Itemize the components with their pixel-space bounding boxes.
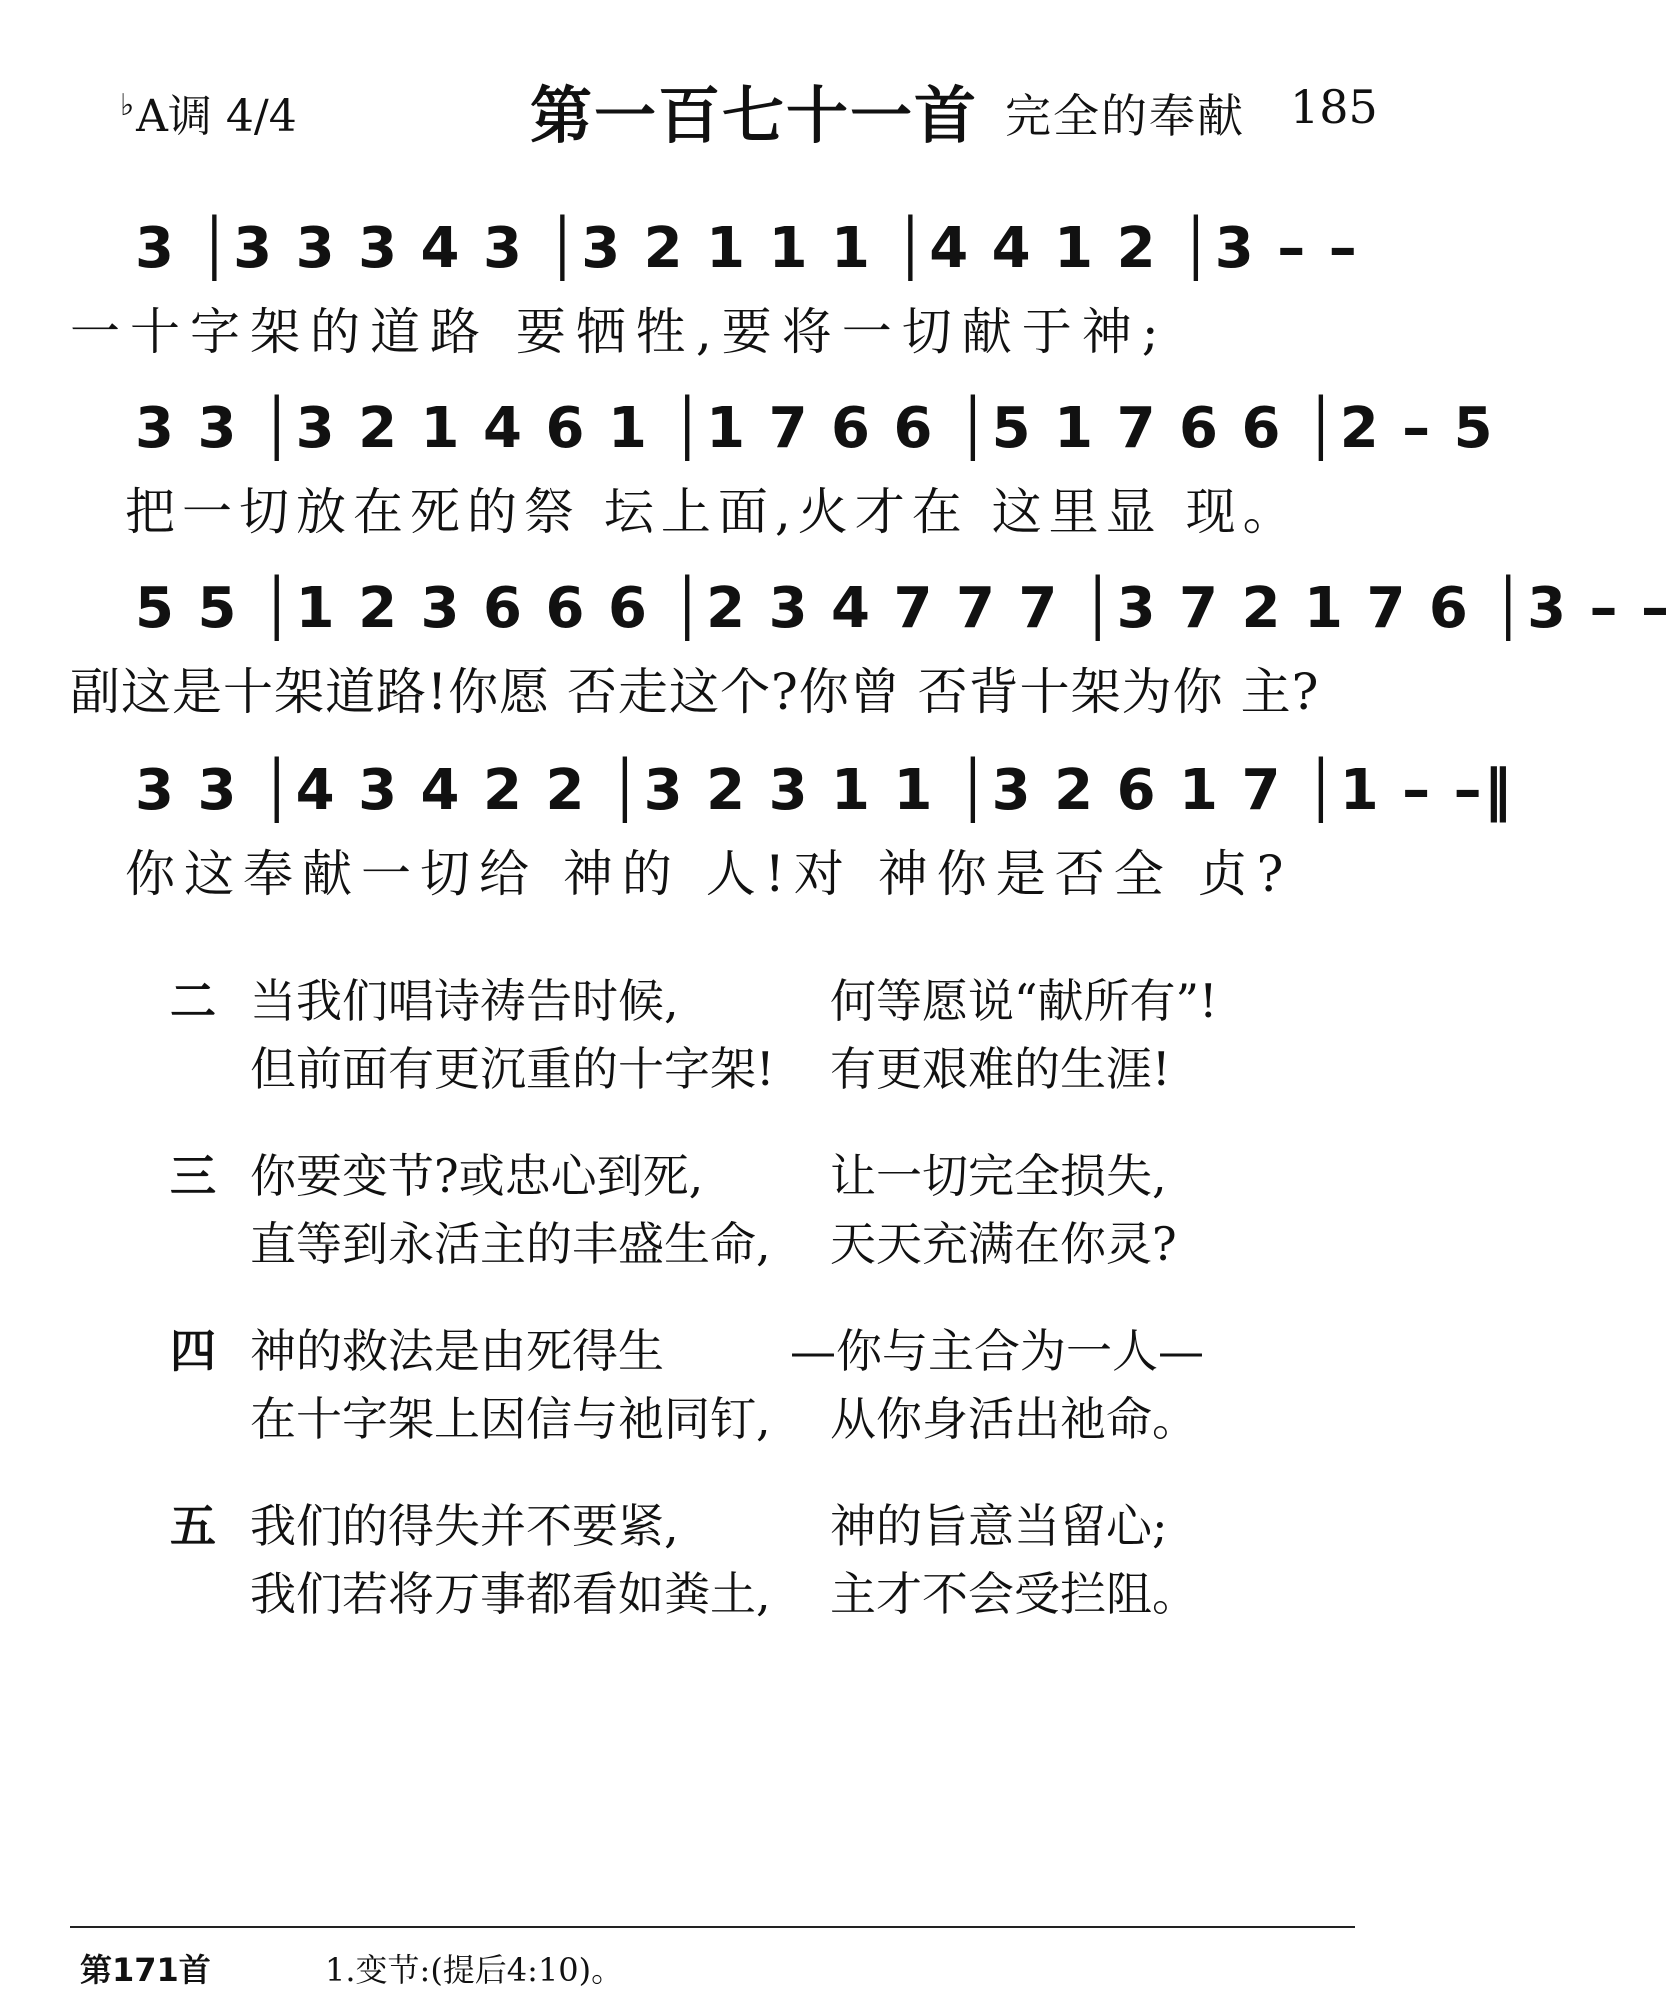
footer-note: 1.变节:(提后4:10)。 bbox=[325, 1951, 624, 1989]
verse-line: 你要变节?或忠心到死, bbox=[250, 1149, 704, 1203]
flat-symbol: ♭ bbox=[120, 88, 135, 123]
page-number: 185 bbox=[1290, 80, 1378, 134]
verse-line: 有更艰难的生涯! bbox=[830, 1042, 1171, 1096]
verse-line: 神的救法是由死得生 bbox=[250, 1324, 664, 1378]
notation-row-3: 5 5 │1 2 3 6 6 6 │2 3 4 7 7 7 │3 7 2 1 7 6 │3 – – bbox=[135, 576, 1671, 641]
footer-divider bbox=[70, 1926, 1355, 1928]
verse-line: 天天充满在你灵? bbox=[830, 1217, 1177, 1271]
verse-line: 主才不会受拦阻。 bbox=[830, 1567, 1198, 1621]
verse-line: 让一切完全损失, bbox=[830, 1149, 1167, 1203]
hymn-title: 第一百七十一首 bbox=[530, 79, 979, 152]
footer-hymn-label: 第171首 bbox=[80, 1951, 211, 1989]
lyrics-row-2: 把一切放在死的祭 坛上面,火才在 这里显 现。 bbox=[125, 483, 1300, 541]
notation-row-2: 3 3 │3 2 1 4 6 1 │1 7 6 6 │5 1 7 6 6 │2 – 5 bbox=[135, 396, 1495, 461]
verse-line: 我们若将万事都看如粪土, bbox=[250, 1567, 771, 1621]
verse-line: 当我们唱诗祷告时候, bbox=[250, 974, 679, 1028]
notation-row-1: 3 │3 3 3 4 3 │3 2 1 1 1 │4 4 1 2 │3 – – bbox=[135, 216, 1359, 281]
verse-line: 神的旨意当留心; bbox=[830, 1499, 1168, 1553]
verse-line: 何等愿说“献所有”! bbox=[830, 974, 1218, 1028]
verse-line: 我们的得失并不要紧, bbox=[250, 1499, 679, 1553]
lyrics-row-3: 副这是十架道路!你愿 否走这个?你曾 否背十架为你 主? bbox=[70, 663, 1320, 721]
verse-number: 五 bbox=[170, 1499, 216, 1553]
verse-line: 从你身活出祂命。 bbox=[830, 1392, 1198, 1446]
lyrics-row-1: 一十字架的道路 要牺牲,要将一切献于神; bbox=[70, 303, 1169, 361]
verse-number: 三 bbox=[170, 1149, 216, 1203]
hymn-subtitle: 完全的奉献 bbox=[1005, 89, 1245, 143]
verse-line: 但前面有更沉重的十字架! bbox=[250, 1042, 775, 1096]
verse-line: 在十字架上因信与祂同钉, bbox=[250, 1392, 771, 1446]
notation-row-4: 3 3 │4 3 4 2 2 │3 2 3 1 1 │3 2 6 1 7 │1 – –‖ bbox=[135, 758, 1514, 823]
verse-number: 四 bbox=[170, 1324, 216, 1378]
key-text: A调 4/4 bbox=[136, 91, 297, 142]
verse-line: —你与主合为一人— bbox=[790, 1324, 1204, 1378]
verse-line: 直等到永活主的丰盛生命, bbox=[250, 1217, 771, 1271]
key-signature bbox=[120, 80, 297, 144]
lyrics-row-4: 你这奉献一切给 神的 人!对 神你是否全 贞? bbox=[125, 845, 1293, 903]
verse-number: 二 bbox=[170, 974, 216, 1028]
